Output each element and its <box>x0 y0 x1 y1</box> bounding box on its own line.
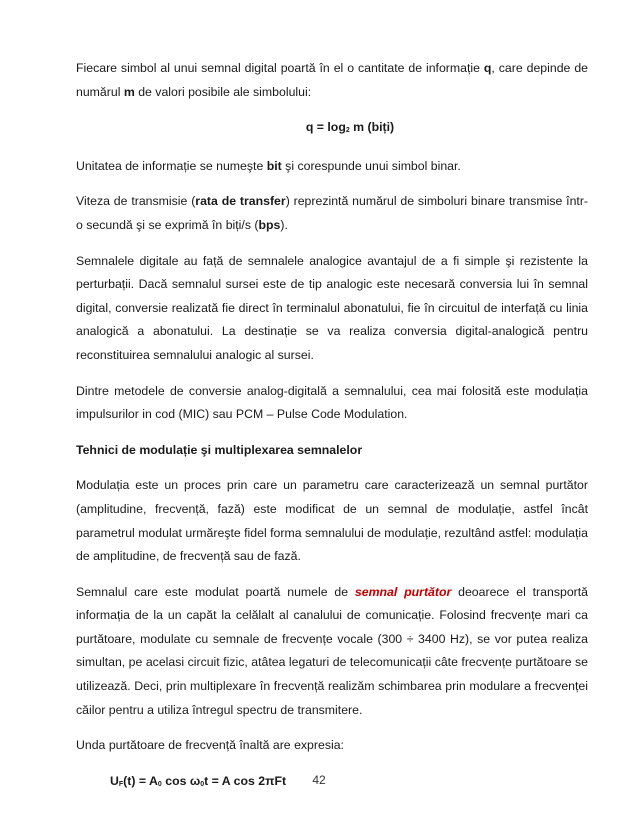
term-bit: bit <box>266 158 282 173</box>
text-run: şi corespunde unui simbol binar. <box>281 158 461 173</box>
paragraph-carrier-signal <box>76 581 588 723</box>
term-bps: bps <box>258 217 281 232</box>
text-run: Viteza de transmisie ( <box>76 194 196 209</box>
page-number: 42 <box>312 773 326 787</box>
formula-part: m (biți) <box>349 120 395 135</box>
paragraph-conversion-methods: Dintre metodele de conversie analog-digitală a semnalului, cea mai folosită este modulația impulsurilor in cod (MIC) sau PCM – Pulse Code Modulation. <box>76 383 588 422</box>
section-heading: Tehnici de modulație şi multiplexarea semnalelor <box>76 442 363 457</box>
text-run: Fiecare simbol al unui semnal digital poartă în el o cantitate de informație <box>76 61 484 75</box>
paragraph-information-quantity <box>76 57 588 104</box>
text-run: ). <box>280 217 288 232</box>
paragraph-digital-signals: Semnalele digitale au față de semnalele analogice avantajul de a fi simple şi rezistente la perturbații. Dacă semnalul sursei este de tip analogic este necesară conversia lui în semnal digital, conversie realizată fie direct în terminalul abonatului, fie în circuitul de interfață cu linia analogică a abonatului. La destinație se va realiza conversia digital-analogică pentru reconstituirea semnalului analogic al sursei. <box>76 253 588 362</box>
paragraph-modulation: Modulația este un proces prin care un parametru care caracterizează un semnal purtător (amplitudine, frecvență, fază) este modificat de un semnal de modulație, astfel încât parametrul modulat urmăreşte fidel forma semnalului de modulație, rezultând astfel: modulația de amplitudine, de frecvență sau de fază. <box>76 478 588 564</box>
page-content <box>76 57 588 808</box>
formula-subscript: F <box>118 780 124 788</box>
formula-part: (t) = A <box>123 773 158 788</box>
formula-part: cos ω <box>161 773 201 788</box>
formula-subscript: 2 <box>345 127 350 135</box>
symbol-q: q <box>483 61 492 75</box>
paragraph-carrier-wave: Unda purtătoare de frecvență înaltă are expresia: <box>76 738 344 753</box>
formula-subscript: 0 <box>200 780 205 788</box>
highlighted-term: semnal purtător <box>354 584 452 599</box>
formula-part: t = A cos 2πFt <box>204 773 287 788</box>
paragraph-transfer-rate <box>76 190 588 237</box>
term-transfer-rate: rata de transfer <box>195 194 286 209</box>
text-run: Semnalul care este modulat poartă numele de <box>76 584 355 599</box>
text-run: Unitatea de informație se numeşte <box>76 158 267 173</box>
formula-part: q = log <box>305 120 346 135</box>
formula-part: U <box>110 773 119 788</box>
formula-subscript: 0 <box>157 780 162 788</box>
text-run: deoarece el transportă informația de la un capăt la celălalt al canalului de comunicație. Folosind frecvențe mari ca purtătoare, modulate cu semnale de frecvențe vocale (300 ÷ 3400 Hz), se vor putea realiza simultan, pe acelasi circuit fizic, atâtea legaturi de telecomunicații câte frecvențe purtătoare se utilizează. Deci, prin multiplexare în frecvență realizăm schimbarea prin modulare a frecvenței căilor pentru a utiliza întregul spectru de transmitere. <box>76 584 589 717</box>
text-run: de valori posibile ale simbolului: <box>134 84 312 99</box>
paragraph-bit <box>76 155 588 179</box>
text-run: ) reprezintă numărul de simboluri binare transmise într-o secundă şi se exprimă în biți/s ( <box>76 194 589 232</box>
symbol-m: m <box>123 84 135 99</box>
text-run: , care depinde de numărul <box>76 61 588 99</box>
formula-log <box>112 116 588 143</box>
